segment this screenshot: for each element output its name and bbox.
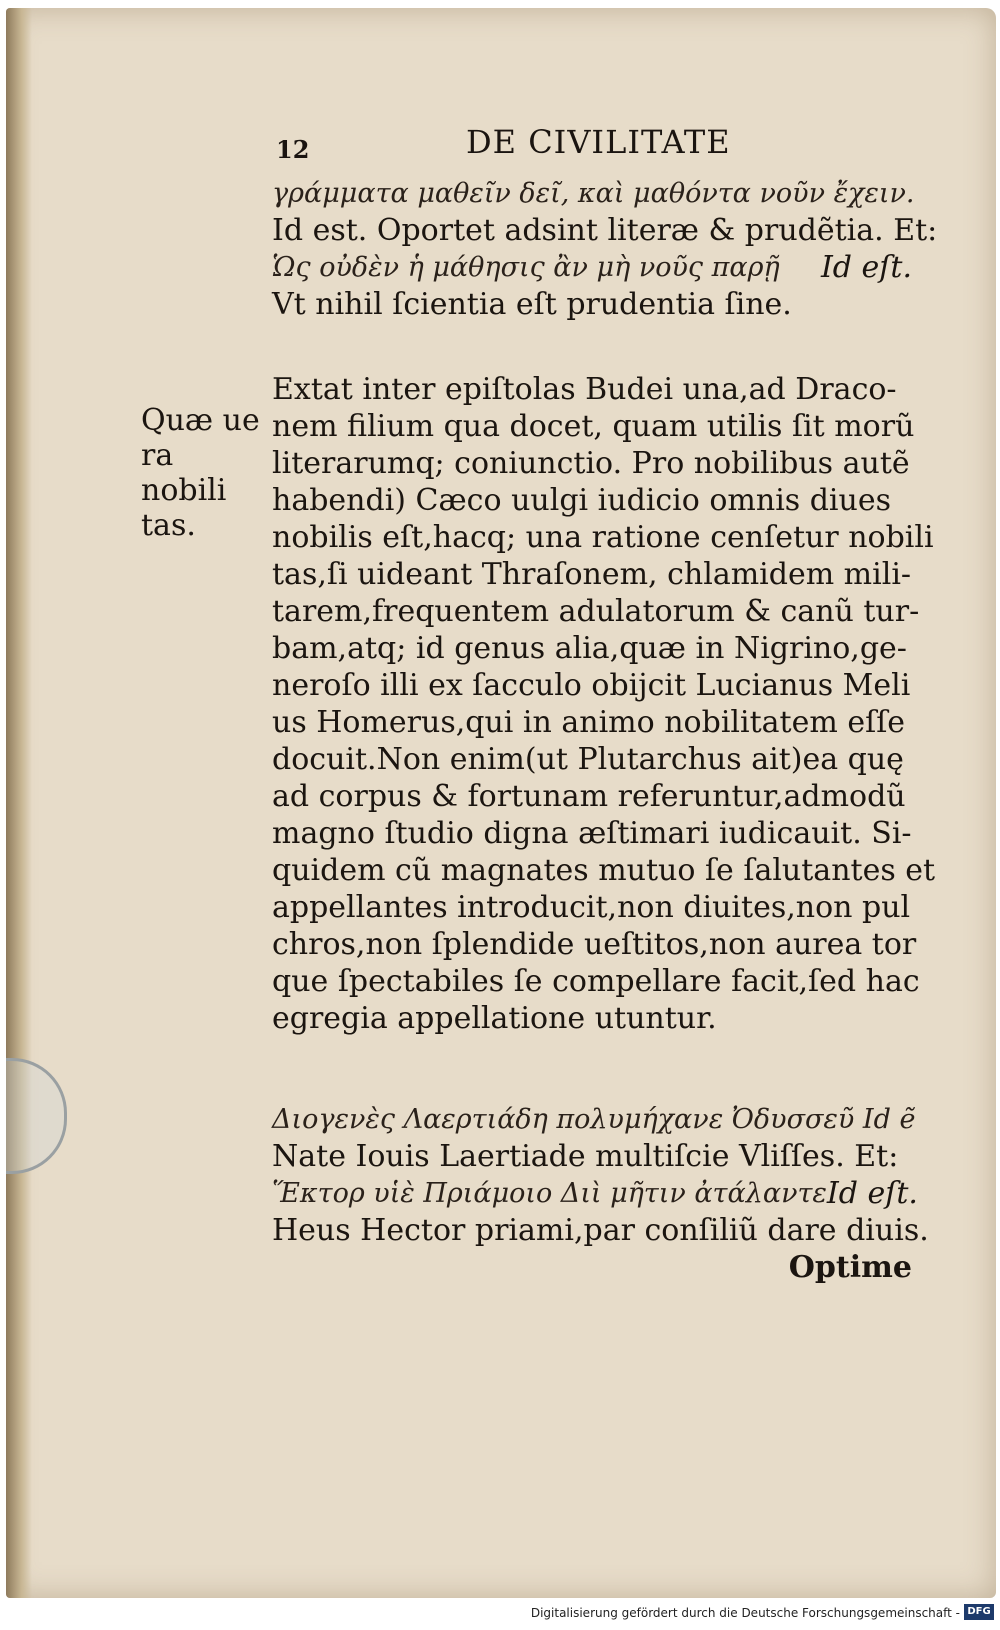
- main-paragraph: [272, 371, 936, 1037]
- id-est-ref: Id eſt.: [820, 250, 912, 285]
- text-line: quidem cũ magnates mutuo ſe ſalutantes et: [272, 853, 936, 888]
- id-est-ref: Id eſt.: [826, 1176, 918, 1211]
- text-line: que ſpectabiles ſe compellare facit,ſed hac: [272, 964, 920, 999]
- greek-verse-line: Διογενὲς Λαερτιάδη πολυμήχανε Ὀδυσσεῦ Id ẽ: [272, 1104, 916, 1135]
- marginal-note-line: ra nobili: [141, 438, 227, 508]
- translation-line: Id est. Oportet adsint literæ & prudẽtia. Et:: [272, 213, 938, 248]
- marginal-note: [141, 403, 266, 543]
- binding-edge: [6, 8, 32, 1598]
- funding-credit: Digitalisierung gefördert durch die Deutsche Forschungsgemeinschaft -: [530, 1606, 960, 1620]
- text-line: nobilis eſt,hacq; una ratione cenſetur nobili: [272, 520, 934, 555]
- text-line: habendi) Cæco uulgi iudicio omnis diues: [272, 483, 891, 518]
- greek-verse-line: γράμματα μαθεῖν δεῖ, καὶ μαθόντα νοῦν ἔχειν.: [272, 178, 915, 209]
- marginal-note-line: tas.: [141, 508, 196, 543]
- text-line: appellantes introducit,non diuites,non pul: [272, 890, 911, 925]
- text-line: tarem,frequentem adulatorum & canũ tur-: [272, 594, 920, 629]
- translation-line: Heus Hector priami,par conſiliũ dare diuis.: [272, 1213, 929, 1248]
- folio-number: 12: [276, 135, 310, 164]
- paper-clip: [6, 1058, 67, 1174]
- greek-verse-line: Ἕκτορ υἱὲ Πριάμοιο Διὶ μῆτιν ἀτάλαντε: [272, 1178, 827, 1209]
- running-head: DE CIVILITATE: [466, 123, 731, 161]
- greek-quotation-block-1: [272, 175, 938, 323]
- text-line: us Homerus,qui in animo nobilitatem eſſe: [272, 705, 906, 740]
- text-line: docuit.Non enim(ut Plutarchus ait)ea quę: [272, 742, 904, 777]
- text-line: bam,atq; id genus alia,quæ in Nigrino,ge-: [272, 631, 907, 666]
- text-line: chros,non ſplendide ueſtitos,non aurea tor: [272, 927, 917, 962]
- greek-verse-line: Ὡς οὐδὲν ἡ μάθησις ἂν μὴ νοῦς παρῇ: [272, 252, 780, 283]
- text-line: literarumq; coniunctio. Pro nobilibus autẽ: [272, 446, 910, 481]
- text-line: tas,ſi uideant Thraſonem, chlamidem mili-: [272, 557, 912, 592]
- translation-line: Nate Iouis Laertiade multiſcie Vliſſes. Et:: [272, 1139, 899, 1174]
- greek-verse-line-with-ref: [272, 249, 912, 286]
- greek-verse-line-with-ref: [272, 1175, 918, 1212]
- digitization-footer: [0, 1598, 1000, 1630]
- book-page: [6, 8, 996, 1598]
- text-line: neroſo illi ex ſacculo obijcit Lucianus Meli: [272, 668, 911, 703]
- text-line: egregia appellatione utuntur.: [272, 1001, 717, 1036]
- catchword: Optime: [788, 1250, 912, 1285]
- dfg-logo: DFG: [964, 1604, 994, 1620]
- text-line: magno ſtudio digna æſtimari iudicauit. Si-: [272, 816, 912, 851]
- greek-quotation-block-2: [272, 1101, 929, 1286]
- text-line: nem filium qua docet, quam utilis ſit morũ: [272, 409, 915, 444]
- text-line: ad corpus & fortunam referuntur,admodũ: [272, 779, 906, 814]
- marginal-note-line: Quæ ue: [141, 403, 260, 438]
- text-line: Extat inter epiſtolas Budei una,ad Draco-: [272, 372, 897, 407]
- translation-line: Vt nihil ſcientia eſt prudentia ſine.: [272, 287, 792, 322]
- page-header: [276, 123, 916, 167]
